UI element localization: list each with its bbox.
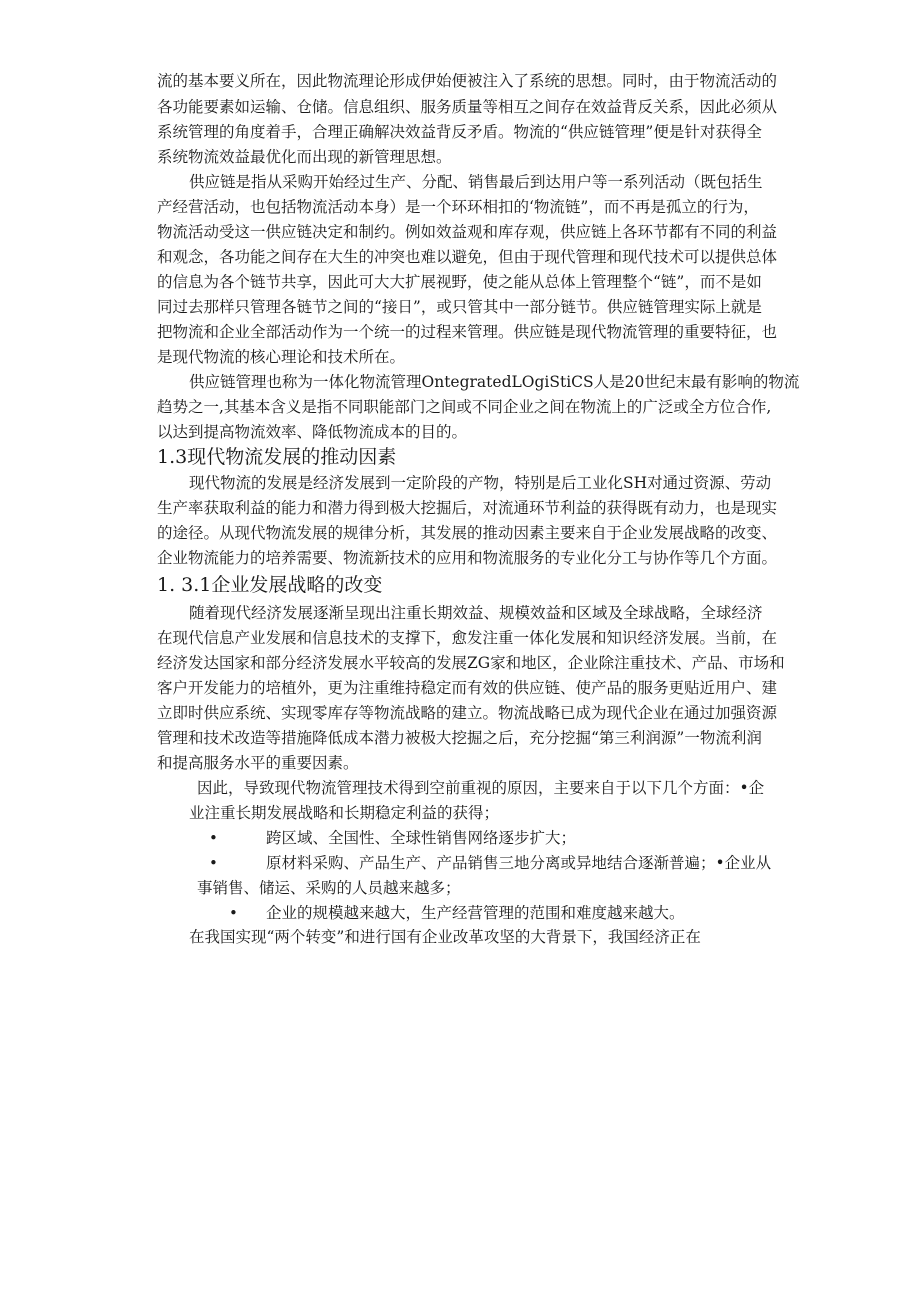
text-line: 系统物流效益最优化而出现的新管理思想。: [157, 148, 452, 166]
text-line: 生产率获取利益的能力和潜力得到极大挖掘后，对流通环节利益的获得既有动力，也是现实: [157, 499, 778, 517]
text-line: 以达到提高物流效率、降低物流成本的目的。: [157, 423, 468, 441]
bullet-icon: •: [209, 854, 218, 872]
text-line: 客户开发能力的培植外，更为注重维持稳定而有效的供应链、使产品的服务更贴近用户、建: [157, 679, 778, 697]
text-line: 流的基本要义所在，因此物流理论形成伊始便被注入了系统的思想。同时，由于物流活动的: [157, 72, 778, 90]
text-line: 各功能要素如运输、仓储。信息组织、服务质量等相互之间存在效益背反关系，因此必须从: [157, 98, 778, 116]
text-line: 同过去那样只管理各链节之间的“接日”，或只管其中一部分链节。供应链管理实际上就是: [157, 298, 762, 316]
text-line: 物流活动受这一供应链决定和制约。例如效益观和库存观，供应链上各环节都有不同的利益: [157, 223, 778, 241]
text-line: 业注重长期发展战略和长期稳定利益的获得；: [189, 804, 500, 822]
text-line: 立即时供应系统、实现零库存等物流战略的建立。物流战略已成为现代企业在通过加强资源: [157, 704, 778, 722]
text-line: 和提高服务水平的重要因素。: [157, 754, 359, 772]
text-line: 是现代物流的核心理论和技术所在。: [157, 348, 406, 366]
text-line: 跨区域、全国性、全球性销售网络逐步扩大；: [266, 829, 577, 847]
text-line: 在我国实现“两个转变”和进行国有企业改革攻坚的大背景下，我国经济正在: [189, 928, 701, 946]
text-line: 随着现代经济发展逐渐呈现出注重长期效益、规模效益和区域及全球战略，全球经济: [189, 604, 763, 622]
text-line: 在现代信息产业发展和信息技术的支撑下，愈发注重一体化发展和知识经济发展。当前，在: [157, 629, 778, 647]
text-line: 供应链管理也称为一体化物流管理OntegratedLOgiStiCS人是20世纪末最有影响的物流: [189, 373, 800, 391]
section-heading: 1.3现代物流发展的推动因素: [157, 446, 397, 468]
text-line: 产经营活动，也包括物流活动本身）是一个环环相扣的‘物流链”，而不再是孤立的行为，: [157, 198, 759, 216]
bullet-icon: •: [229, 904, 238, 922]
text-line: 和观念，各功能之间存在大生的冲突也难以避免，但由于现代管理和现代技术可以提供总体: [157, 248, 778, 266]
text-line: 的途径。从现代物流发展的规律分析，其发展的推动因素主要来自于企业发展战略的改变、: [157, 524, 778, 542]
text-line: 事销售、储运、采购的人员越来越多；: [197, 879, 461, 897]
text-line: 供应链是指从采购开始经过生产、分配、销售最后到达用户等一系列活动（既包括生: [189, 173, 763, 191]
subsection-heading: 1. 3.1企业发展战略的改变: [157, 574, 383, 596]
text-line: 的信息为各个链节共享，因此可大大扩展视野，使之能从总体上管理整个“链”，而不是如: [157, 273, 762, 291]
text-line: 趋势之一,其基本含义是指不同职能部门之间或不同企业之间在物流上的广泛或全方位合作,: [157, 398, 772, 416]
text-line: 企业物流能力的培养需要、物流新技术的应用和物流服务的专业化分工与协作等几个方面。: [157, 549, 778, 567]
text-line: 因此，导致现代物流管理技术得到空前重视的原因，主要来自于以下几个方面：•企: [197, 779, 765, 797]
text-line: 系统管理的角度着手，合理正确解决效益背反矛盾。物流的“供应链管理”便是针对获得全: [157, 123, 762, 141]
text-line: 现代物流的发展是经济发展到一定阶段的产物，特别是后工业化SH对通过资源、劳动: [189, 474, 772, 492]
text-line: 经济发达国家和部分经济发展水平较高的发展ZG家和地区，企业除注重技术、产品、市场和: [157, 654, 785, 672]
text-line: 企业的规模越来越大，生产经营管理的范围和难度越来越大。: [266, 904, 685, 922]
bullet-icon: •: [209, 829, 218, 847]
text-line: 把物流和企业全部活动作为一个统一的过程来管理。供应链是现代物流管理的重要特征，也: [157, 323, 778, 341]
text-line: 管理和技术改造等措施降低成本潜力被极大挖掘之后，充分挖掘“第三利润源”一物流利润: [157, 729, 762, 747]
text-line: 原材料采购、产品生产、产品销售三地分离或异地结合逐渐普遍；•企业从: [266, 854, 772, 872]
